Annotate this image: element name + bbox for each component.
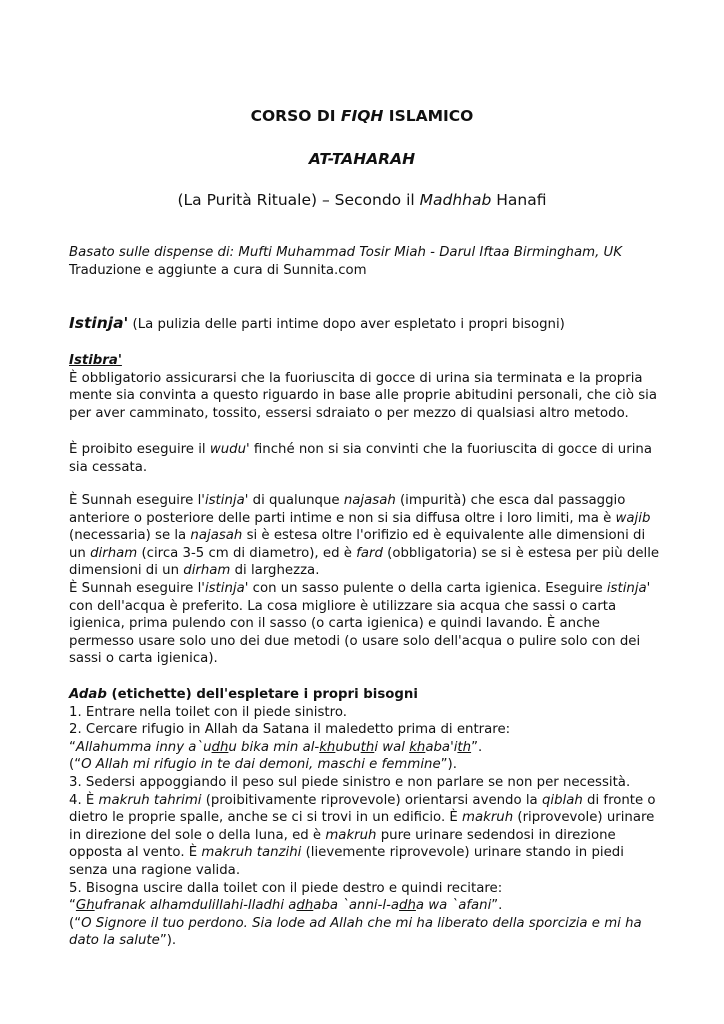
term-qiblah: qiblah xyxy=(541,792,583,808)
text-run: di larghezza. xyxy=(230,563,320,579)
istibra-section xyxy=(69,352,661,422)
adab-item-5-translation xyxy=(69,915,661,950)
title-fiqh: FIQH xyxy=(340,107,384,125)
text-run: con un sasso pulente o della carta igienica. Eseguire xyxy=(248,580,607,596)
subtitle-madhhab: Madhhab xyxy=(419,191,492,209)
term-makruh-tahrimi: makruh tahrimi xyxy=(98,792,202,808)
quote-close: ”. xyxy=(471,739,483,755)
dua-underlined: dh xyxy=(399,898,416,914)
istinja-heading xyxy=(69,315,661,334)
dua-run: ufranak alhamdulillahi-lladhi a xyxy=(94,898,297,914)
adab-item-2: 2. Cercare rifugio in Allah da Satana il maledetto prima di entrare: xyxy=(69,722,511,738)
dua-text xyxy=(76,898,491,913)
course-title xyxy=(0,106,724,126)
credits-source: Basato sulle dispense di: Mufti Muhammad Tosir Miah - Darul Iftaa Birmingham, UK xyxy=(69,245,622,260)
text-run: È Sunnah eseguire l' xyxy=(69,580,205,596)
dua-run: Allahumma inny a`u xyxy=(75,739,212,755)
dua-underlined: dh xyxy=(296,898,314,914)
title-text-end: ISLAMICO xyxy=(383,107,474,125)
dua-text xyxy=(76,740,471,755)
term-dirham: dirham xyxy=(90,545,138,561)
term-dirham: dirham xyxy=(183,563,231,579)
adab-heading xyxy=(69,686,661,704)
quote-open: “ xyxy=(69,898,76,914)
istibra-paragraph: È obbligatorio assicurarsi che la fuoriuscita di gocce di urina sia terminata e la propria mente sia convinta a questo riguardo in base alle proprie abitudini personali, che ciò sia per aver camminato, tossito, essersi sdraiato o per mezzo di qualsiasi altro metodo. xyxy=(69,370,658,421)
adab-item-3: 3. Sedersi appoggiando il peso sul piede sinistro e non parlare se non per necessità. xyxy=(69,774,631,790)
dua-run: ubu xyxy=(335,739,361,755)
term-istinja: istinja' xyxy=(204,580,249,596)
dua-underlined: Gh xyxy=(75,898,95,914)
text-run: con dell'acqua è preferito. La cosa migliore è utilizzare sia acqua che sassi o carta igienica, prima pulendo con il sasso (o carta igienica) e quindi lavando. È anche permesso usare solo uno dei due metodi (o usare solo dell'acqua o pulire solo con dei sassi o carta igienica). xyxy=(69,598,641,667)
subtitle-text-end: Hanafi xyxy=(491,191,547,209)
adab-item-2-dua xyxy=(69,739,661,757)
text-run: È proibito eseguire il xyxy=(69,442,210,457)
adab-item-4 xyxy=(69,792,661,880)
translation-text: O Signore il tuo perdono. Sia lode ad Allah che mi ha liberato della sporcizia e mi ha dato la salute xyxy=(69,915,642,949)
dua-run: i wal xyxy=(374,739,410,755)
term-makruh-tanzihi: makruh tanzihi xyxy=(201,845,302,861)
text-run: (riprovevole) urinare in direzione del sole o della luna, ed è xyxy=(69,810,655,843)
credits-translation: Traduzione e aggiunte a cura di Sunnita.com xyxy=(69,262,367,278)
quote-open: “ xyxy=(69,739,76,755)
text-run: (obbligatoria) se si è estesa per più delle dimensioni di un xyxy=(69,545,660,579)
sunnah-paragraph xyxy=(69,492,661,668)
text-run: (proibitivamente riprovevole) orientarsi avendo la xyxy=(201,792,542,808)
adab-item-5-dua xyxy=(69,897,661,915)
term-makruh: makruh xyxy=(325,827,377,843)
term-makruh: makruh xyxy=(462,810,514,826)
term-istinja: istinja' xyxy=(204,493,249,508)
term-istinja: istinja' xyxy=(606,580,651,596)
adab-item-5: 5. Bisogna uscire dalla toilet con il piede destro e quindi recitare: xyxy=(69,880,503,896)
credits xyxy=(69,244,661,279)
dua-underlined: th xyxy=(360,739,375,755)
text-run: pure urinare sedendosi in direzione opposta al vento. È xyxy=(69,827,616,861)
translation-text: O Allah mi rifugio in te dai demoni, maschi e femmine xyxy=(81,757,441,773)
text-run: È Sunnah eseguire l' xyxy=(69,493,205,508)
istinja-title: Istinja' xyxy=(69,314,129,332)
dua-underlined: th xyxy=(457,739,472,755)
text-run: (lievemente riprovevole) urinare stando in piedi senza una ragione valida. xyxy=(69,845,624,878)
adab-section xyxy=(69,686,661,950)
dua-run: aba'i xyxy=(425,739,458,755)
term-wajib: wajib xyxy=(615,510,651,526)
section-title: AT-TAHARAH xyxy=(308,150,416,168)
text-run: (necessaria) se la xyxy=(69,528,191,544)
quote-close: ”). xyxy=(159,933,177,949)
dua-run: u bika min al- xyxy=(228,739,320,755)
istinja-note: (La pulizia delle parti intime dopo aver espletato i propri bisogni) xyxy=(128,317,565,332)
quote-open: (“ xyxy=(69,757,82,773)
title-text: CORSO DI xyxy=(250,107,341,125)
dua-run: aba `anni-l-a xyxy=(313,898,400,914)
text-run: (impurità) che esca dal passaggio anteriore o posteriore delle parti intime e non si sia diffusa oltre i loro limiti, ma è xyxy=(69,493,626,526)
adab-title: Adab xyxy=(69,687,107,702)
dua-run: a wa `afani xyxy=(415,898,492,914)
term-najasah: najasah xyxy=(190,528,243,544)
text-run: di qualunque xyxy=(248,493,344,508)
subtitle-text: (La Purità Rituale) – Secondo il xyxy=(177,191,420,209)
term-fard: fard xyxy=(356,545,383,561)
subtitle xyxy=(0,190,724,210)
adab-item-1: 1. Entrare nella toilet con il piede sinistro. xyxy=(69,704,347,720)
quote-close: ”. xyxy=(491,898,503,914)
text-run: finché non si sia convinti che la fuoriuscita di gocce di urina sia cessata. xyxy=(69,442,652,475)
quote-close: ”). xyxy=(440,757,457,773)
quote-open: (“ xyxy=(69,915,82,931)
wudu-paragraph xyxy=(69,441,661,476)
term-najasah: najasah xyxy=(343,493,396,508)
dua-underlined: dh xyxy=(211,739,229,755)
istibra-heading: Istibra' xyxy=(69,353,122,368)
term-wudu: wudu' xyxy=(209,442,250,457)
adab-item-2-translation xyxy=(69,756,661,774)
text-run: (circa 3-5 cm di diametro), ed è xyxy=(137,545,357,561)
text-run: si è estesa oltre l'orifizio ed è equivalente alle dimensioni di un xyxy=(69,528,646,561)
text-run: 4. È xyxy=(69,792,99,808)
adab-title-rest: (etichette) dell'espletare i propri bisogni xyxy=(106,687,418,702)
text-run: di fronte o dietro le proprie spalle, anche se ci si trovi in un edificio. È xyxy=(69,792,656,826)
dua-underlined: kh xyxy=(319,739,336,755)
dua-underlined: kh xyxy=(409,739,426,755)
